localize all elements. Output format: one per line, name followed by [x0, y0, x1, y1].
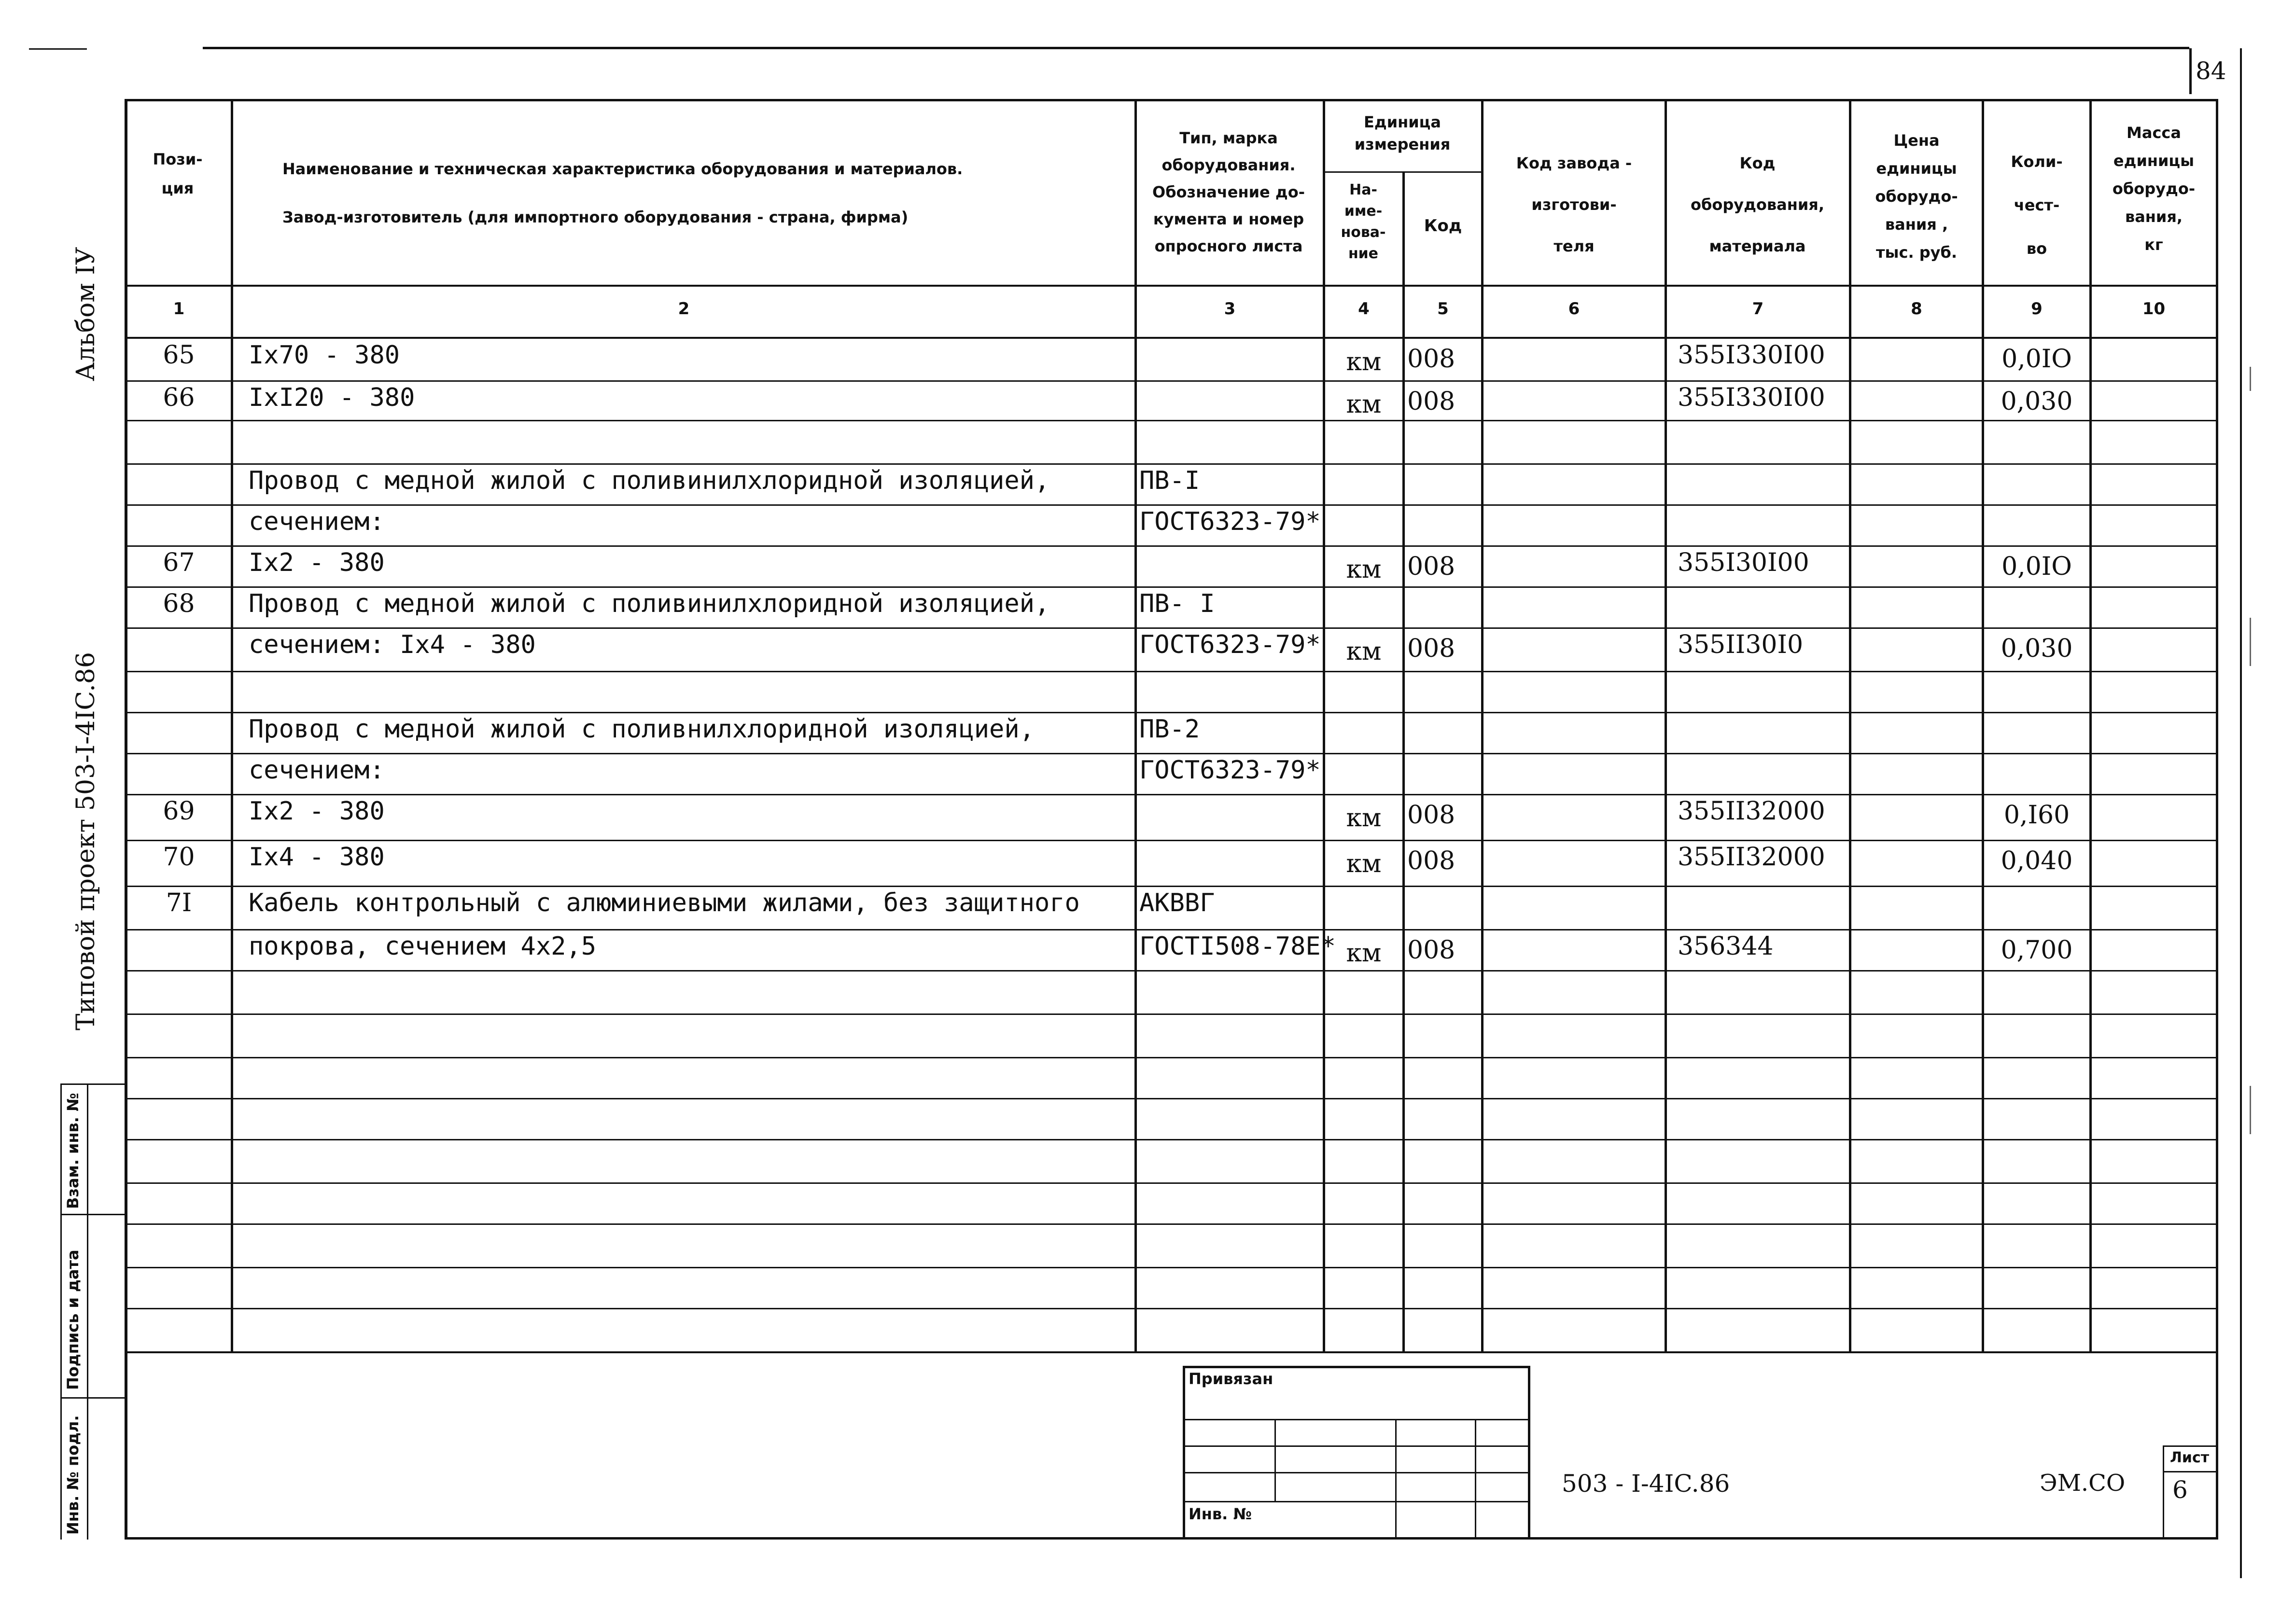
cell-pos: 68: [163, 589, 195, 618]
cell-unit: км: [1346, 555, 1382, 584]
header-col10: Масса единицы оборудо- вания, кг: [2112, 124, 2196, 254]
cell-name: покрова, сечением 4х2,5: [249, 932, 597, 961]
stamp-grid-v-2: [1395, 1419, 1397, 1540]
table-top-line: [125, 99, 2217, 101]
page-number: 84: [2196, 57, 2226, 85]
cell-name: Iх4 - 380: [249, 843, 385, 872]
row-line: [125, 712, 2217, 713]
row-line: [125, 420, 2217, 421]
side-stamp-line-1: [60, 1214, 126, 1215]
col-divider-6: [1665, 99, 1667, 1351]
stamp-sheet-label: Лист: [2170, 1449, 2210, 1466]
cell-name: Iх2 - 380: [249, 548, 385, 577]
colnum-2: 2: [678, 299, 690, 319]
row-line: [125, 627, 2217, 629]
side-signature-label: Подпись и дата: [64, 1249, 82, 1390]
col-divider-7: [1849, 99, 1851, 1351]
side-inv-label: Инв. № подл.: [64, 1415, 82, 1535]
header-col1: Пози- ция: [153, 150, 203, 197]
row-line: [125, 1182, 2217, 1184]
stamp-sheet-left: [2163, 1445, 2164, 1540]
stamp-sheet-top: [2163, 1445, 2216, 1447]
colnum-8: 8: [1911, 299, 1922, 319]
scan-mark-2: [2250, 618, 2251, 666]
cell-qty: 0,0IO: [2001, 345, 2072, 374]
cell-qty: 0,I60: [2003, 801, 2070, 830]
cell-name: Iх70 - 380: [249, 341, 400, 370]
colnum-7: 7: [1752, 299, 1764, 319]
col-divider-5: [1481, 99, 1483, 1351]
row-line: [125, 929, 2217, 930]
side-stamp-mid-line: [87, 1083, 88, 1540]
row-line: [125, 970, 2217, 972]
frame-bottom-line: [125, 1537, 2217, 1540]
cell-equip-code: 355II32000: [1678, 843, 1825, 872]
col-divider-9: [2089, 99, 2092, 1351]
stamp-privyazan-left: [1183, 1366, 1185, 1540]
cell-code: 008: [1407, 801, 1455, 830]
cell-code: 008: [1407, 387, 1455, 416]
cell-name: сечением: Iх4 - 380: [249, 630, 536, 659]
colnum-5: 5: [1437, 299, 1449, 319]
colnum-10: 10: [2142, 299, 2166, 319]
stamp-grid-v-3: [1475, 1419, 1476, 1540]
cell-name: Iх2 - 380: [249, 797, 385, 826]
cell-name: сечением:: [249, 507, 385, 536]
cell-equip-code: 355II30I0: [1678, 630, 1804, 659]
frame-right-line: [2216, 99, 2218, 1540]
cell-type: ПВ- I: [1139, 589, 1215, 618]
colnum-4: 4: [1358, 299, 1370, 319]
cell-type: ПВ-I: [1139, 466, 1200, 495]
row-line: [125, 586, 2217, 588]
cell-type: ГОСТ6323-79*: [1139, 756, 1321, 785]
scan-mark-3: [2250, 1086, 2251, 1134]
cell-qty: 0,030: [2001, 387, 2073, 416]
cell-type: ГОСТI508-78Е*: [1139, 932, 1336, 961]
cell-unit: км: [1346, 347, 1382, 376]
col-divider-3: [1323, 99, 1325, 1351]
col-divider-2: [1134, 99, 1137, 1351]
cell-name: Кабель контрольный с алюминиевыми жилами, без защитного: [249, 888, 1080, 917]
row-line: [125, 1098, 2217, 1099]
stamp-inv-label: Инв. №: [1189, 1505, 1252, 1523]
colnum-bottom-line: [125, 337, 2217, 339]
cell-code: 008: [1407, 936, 1455, 965]
unit-group-divider: [1323, 171, 1481, 173]
right-edge-line: [2240, 48, 2242, 1578]
cell-type: ГОСТ6323-79*: [1139, 630, 1321, 659]
cell-qty: 0,040: [2001, 847, 2073, 875]
row-line: [125, 504, 2217, 506]
row-line: [125, 840, 2217, 841]
stamp-sheet-number: 6: [2172, 1476, 2188, 1504]
header-col6: Код завода - изготови- теля: [1516, 154, 1632, 255]
top-border-line: [203, 47, 2189, 49]
cell-name: IхI20 - 380: [249, 383, 415, 412]
scan-mark-1: [2250, 367, 2251, 391]
header-col9: Коли- чест- во: [2011, 153, 2063, 258]
side-stamp-left-line: [60, 1083, 62, 1540]
colnum-6: 6: [1568, 299, 1580, 319]
cell-equip-code: 355I30I00: [1678, 548, 1809, 577]
cell-type: ПВ-2: [1139, 715, 1200, 744]
cell-equip-code: 355I330I00: [1678, 383, 1825, 412]
row-line: [125, 380, 2217, 382]
side-vzam-label: Взам. инв. №: [64, 1093, 82, 1209]
header-col5: Код: [1424, 216, 1462, 236]
cell-code: 008: [1407, 847, 1455, 875]
side-album-label: Альбом IУ: [71, 247, 100, 381]
cell-qty: 0,030: [2001, 634, 2073, 663]
cell-type: ГОСТ6323-79*: [1139, 507, 1321, 536]
cell-unit: км: [1346, 849, 1382, 878]
cell-pos: 66: [163, 383, 195, 412]
cell-equip-code: 355II32000: [1678, 797, 1825, 826]
cell-name: сечением:: [249, 756, 385, 785]
top-margin-mark: [29, 48, 87, 50]
cell-equip-code: 355I330I00: [1678, 341, 1825, 370]
stamp-sheet-divider: [2163, 1471, 2216, 1472]
cell-type: АКВВГ: [1139, 888, 1215, 917]
header-col3: Тип, марка оборудования. Обозначение до- кумента и номер опросного листа: [1152, 129, 1305, 255]
row-line: [125, 1351, 2217, 1353]
col-divider-4: [1402, 171, 1405, 1351]
row-line: [125, 1057, 2217, 1058]
header-bottom-line: [125, 285, 2217, 287]
header-col8: Цена единицы оборудо- вания , тыс. руб.: [1875, 131, 1958, 262]
row-line: [125, 671, 2217, 672]
cell-unit: км: [1346, 390, 1382, 419]
row-line: [125, 1223, 2217, 1225]
cell-name: Провод с медной жилой с поливнилхлоридной изоляцией,: [249, 715, 1035, 744]
stamp-grid-v-1: [1274, 1419, 1276, 1501]
stamp-doc-code: 503 - I-4IC.86: [1562, 1470, 1730, 1498]
row-line: [125, 794, 2217, 795]
row-line: [125, 1139, 2217, 1140]
page-number-box-left: [2189, 48, 2192, 94]
colnum-3: 3: [1224, 299, 1236, 319]
side-project-label: Типовой проект 503-I-4IC.86: [71, 652, 100, 1030]
row-line: [125, 1013, 2217, 1015]
row-line: [125, 463, 2217, 465]
row-line: [125, 545, 2217, 547]
cell-qty: 0,0IO: [2001, 552, 2072, 581]
cell-name: Провод с медной жилой с поливинилхлоридной изоляцией,: [249, 466, 1050, 495]
cell-code: 008: [1407, 634, 1455, 663]
header-col7: Код оборудования, материала: [1691, 154, 1824, 255]
side-stamp-line-2: [60, 1397, 126, 1399]
row-line: [125, 1308, 2217, 1309]
header-unit-group: Единица измерения: [1354, 113, 1451, 153]
cell-pos: 70: [163, 843, 195, 872]
colnum-1: 1: [173, 299, 185, 319]
cell-code: 008: [1407, 552, 1455, 581]
stamp-mark: ЭМ.СО: [2040, 1470, 2126, 1497]
col-divider-8: [1982, 99, 1984, 1351]
row-line: [125, 1267, 2217, 1268]
cell-unit: км: [1346, 804, 1382, 833]
stamp-privyazan-top: [1183, 1366, 1528, 1368]
colnum-9: 9: [2031, 299, 2043, 319]
side-stamp-top-line: [60, 1083, 126, 1085]
header-col4: На- име- нова- ние: [1341, 181, 1386, 262]
cell-pos: 65: [163, 341, 195, 370]
header-col2: Наименование и техническая характеристика оборудования и материалов. Завод-изготовитель (для импортного оборудования - страна, фирма): [282, 160, 963, 226]
cell-code: 008: [1407, 345, 1455, 374]
cell-unit: км: [1346, 637, 1382, 666]
cell-pos: 67: [163, 548, 195, 577]
stamp-privyazan-label: Привязан: [1189, 1370, 1273, 1388]
stamp-privyazan-right: [1528, 1366, 1530, 1540]
cell-qty: 0,700: [2001, 936, 2073, 965]
row-line: [125, 753, 2217, 754]
cell-pos: 69: [163, 797, 195, 826]
cell-pos: 7I: [166, 888, 192, 917]
cell-equip-code: 356344: [1678, 932, 1774, 961]
cell-unit: км: [1346, 939, 1382, 968]
cell-name: Провод с медной жилой с поливинилхлоридной изоляцией,: [249, 589, 1050, 618]
row-line: [125, 886, 2217, 887]
col-divider-1: [231, 99, 233, 1351]
